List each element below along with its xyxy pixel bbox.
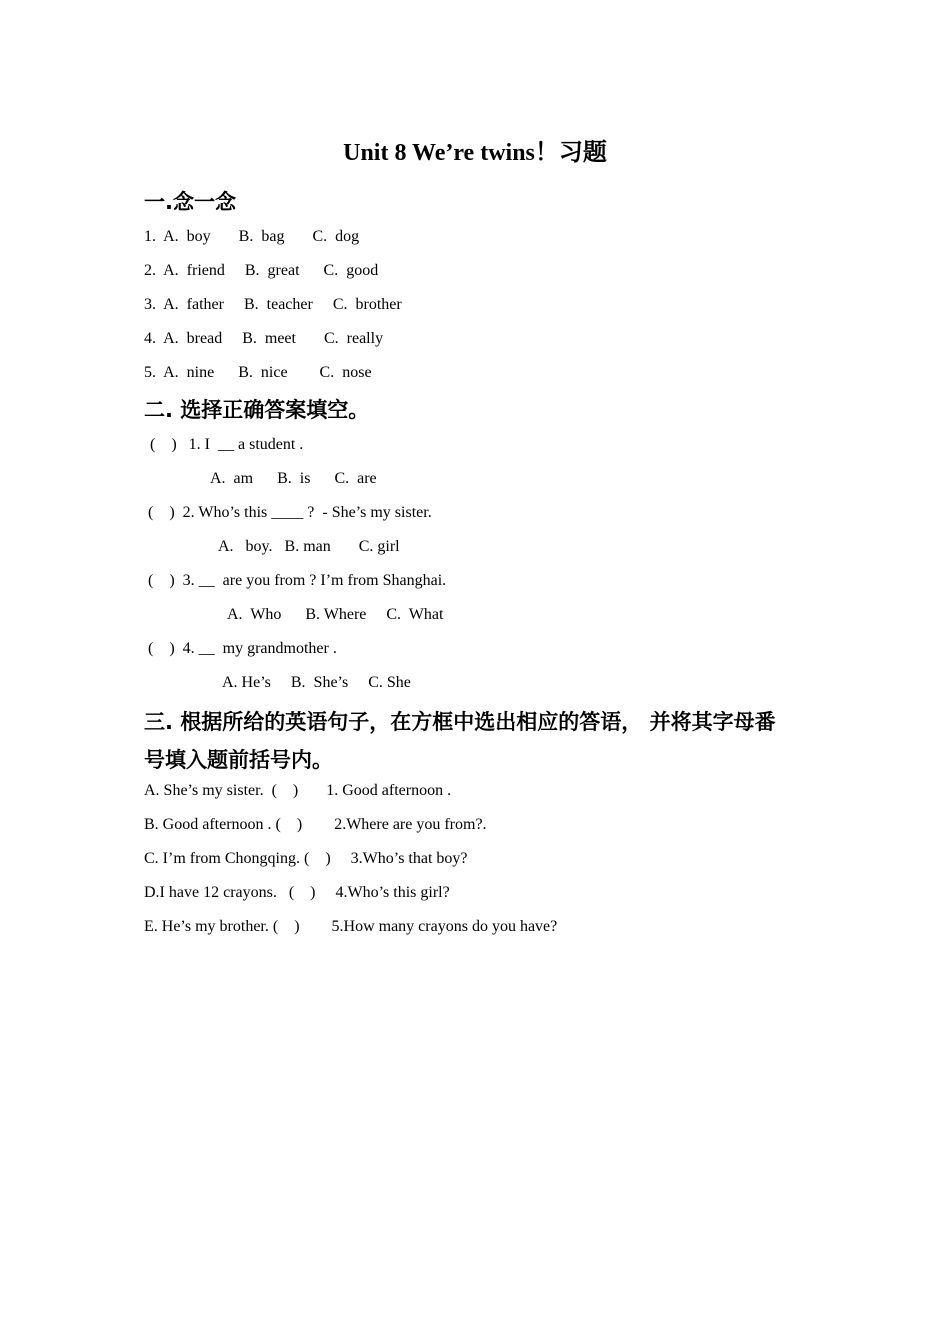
matching-item: D.I have 12 crayons. ( ) 4.Who’s this girl?: [144, 884, 450, 901]
question-stem: ( ) 1. I __ a student .: [146, 436, 304, 453]
section1-heading: 一.念一念: [144, 190, 236, 214]
matching-item: A. She’s my sister. ( ) 1. Good afternoon .: [144, 782, 452, 799]
question-stem: ( ) 2. Who’s this ____ ? - She’s my sister.: [148, 504, 432, 521]
section3-heading-line1: 三. 根据所给的英语句子，在方框中选出相应的答语， 并将其字母番: [144, 710, 776, 734]
question-stem: ( ) 3. __ are you from ? I’m from Shanghai.: [148, 572, 447, 589]
question-options: A. Who B. Where C. What: [227, 606, 444, 623]
matching-item: B. Good afternoon . ( ) 2.Where are you from?.: [144, 816, 487, 833]
question-options: A. boy. B. man C. girl: [218, 538, 400, 555]
section1-item: 2. A. friend B. great C. good: [144, 262, 379, 279]
section3-heading-line2: 号填入题前括号内。: [144, 748, 333, 772]
matching-item: E. He’s my brother. ( ) 5.How many crayons do you have?: [144, 918, 558, 935]
section1-item: 3. A. father B. teacher C. brother: [144, 296, 402, 313]
question-options: A. He’s B. She’s C. She: [222, 674, 411, 691]
question-stem: ( ) 4. __ my grandmother .: [148, 640, 337, 657]
question-options: A. am B. is C. are: [210, 470, 377, 487]
section1-item: 1. A. boy B. bag C. dog: [144, 228, 360, 245]
page-title: Unit 8 We’re twins！习题: [343, 140, 607, 166]
section1-item: 4. A. bread B. meet C. really: [144, 330, 384, 347]
matching-item: C. I’m from Chongqing. ( ) 3.Who’s that boy?: [144, 850, 468, 867]
section2-heading: 二. 选择正确答案填空。: [144, 398, 370, 422]
section1-item: 5. A. nine B. nice C. nose: [144, 364, 372, 381]
